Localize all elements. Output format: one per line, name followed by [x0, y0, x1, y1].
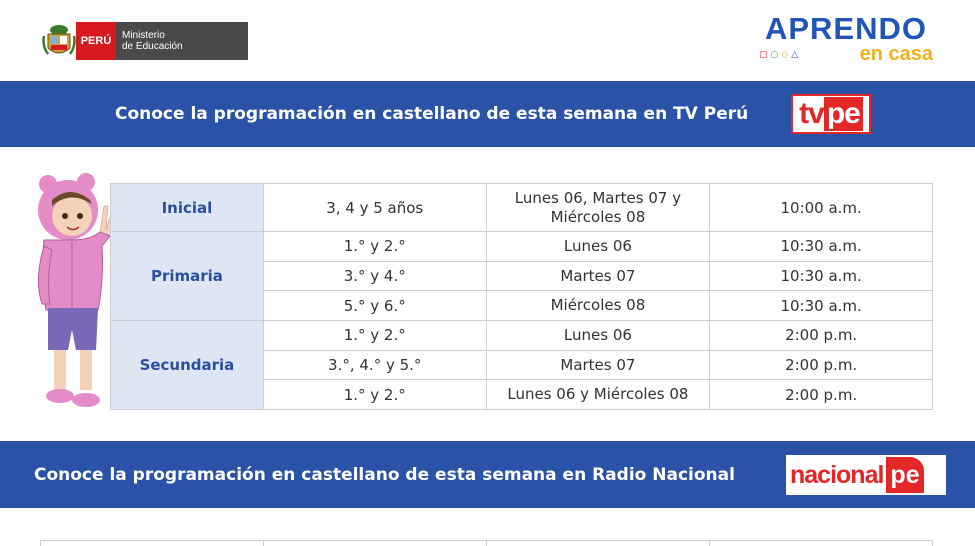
day-cell: Lunes 06 y Miércoles 08 — [486, 380, 710, 410]
time-cell: 10:30 a.m. — [710, 261, 933, 291]
tvpe-logo — [791, 94, 871, 134]
time-cell: 10:00 a.m. — [710, 184, 933, 232]
day-cell: Miércoles 08 — [486, 291, 710, 321]
time-cell: 10:30 a.m. — [710, 232, 933, 262]
grade-cell: 3.°, 4.° y 5.° — [263, 350, 486, 380]
time-cell: 2:00 p.m. — [710, 350, 933, 380]
coat-of-arms-icon — [42, 22, 76, 60]
table-divider — [932, 541, 933, 546]
table-divider — [263, 541, 264, 546]
ministry-line-1: Ministerio — [122, 30, 165, 41]
ministry-line-2: de Educación — [122, 41, 183, 52]
grade-cell: 1.° y 2.° — [263, 380, 486, 410]
peru-label: PERÚ — [76, 22, 116, 60]
tv-schedule-table — [110, 183, 933, 410]
time-cell: 10:30 a.m. — [710, 291, 933, 321]
day-cell: Lunes 06, Martes 07 y Miércoles 08 — [486, 184, 710, 232]
radio-schedule-table-partial — [40, 540, 933, 546]
day-cell: Lunes 06 — [486, 232, 710, 262]
ministry-label — [116, 22, 248, 60]
grade-cell: 3.° y 4.° — [263, 261, 486, 291]
day-cell: Martes 07 — [486, 261, 710, 291]
grade-cell: 5.° y 6.° — [263, 291, 486, 321]
nacional-logo-pe: pe — [886, 457, 923, 493]
level-cell-primaria: Primaria — [111, 232, 264, 321]
tvpe-logo-pe: pe — [824, 97, 863, 131]
table-row — [111, 184, 933, 232]
tvpe-logo-tv: tv — [799, 97, 824, 130]
aprendo-subtitle: en casa — [859, 43, 933, 65]
radio-banner-text: Conoce la programación en castellano de esta semana en Radio Nacional — [34, 464, 735, 485]
table-divider — [486, 541, 487, 546]
table-divider — [709, 541, 710, 546]
student-character-illustration — [30, 170, 122, 415]
aprendo-title: APRENDO — [764, 11, 927, 46]
time-cell: 2:00 p.m. — [710, 380, 933, 410]
shapes-icon: ▢○◇△ — [759, 50, 802, 60]
table-row — [111, 232, 933, 262]
page-header — [0, 0, 975, 80]
table-divider — [40, 541, 41, 546]
aprendo-en-casa-logo — [755, 11, 937, 68]
grade-cell: 1.° y 2.° — [263, 321, 486, 351]
grade-cell: 1.° y 2.° — [263, 232, 486, 262]
radio-nacional-banner — [0, 441, 975, 508]
day-cell: Lunes 06 — [486, 321, 710, 351]
tv-peru-banner — [0, 81, 975, 147]
level-cell-secundaria: Secundaria — [111, 321, 264, 410]
nacional-logo-text: nacional — [790, 460, 884, 489]
day-cell: Martes 07 — [486, 350, 710, 380]
level-cell-inicial: Inicial — [111, 184, 264, 232]
government-logo — [42, 22, 248, 60]
grade-cell: 3, 4 y 5 años — [263, 184, 486, 232]
time-cell: 2:00 p.m. — [710, 321, 933, 351]
tv-banner-text: Conoce la programación en castellano de esta semana en TV Perú — [115, 104, 749, 124]
table-row — [111, 321, 933, 351]
nacional-pe-logo — [786, 455, 946, 495]
